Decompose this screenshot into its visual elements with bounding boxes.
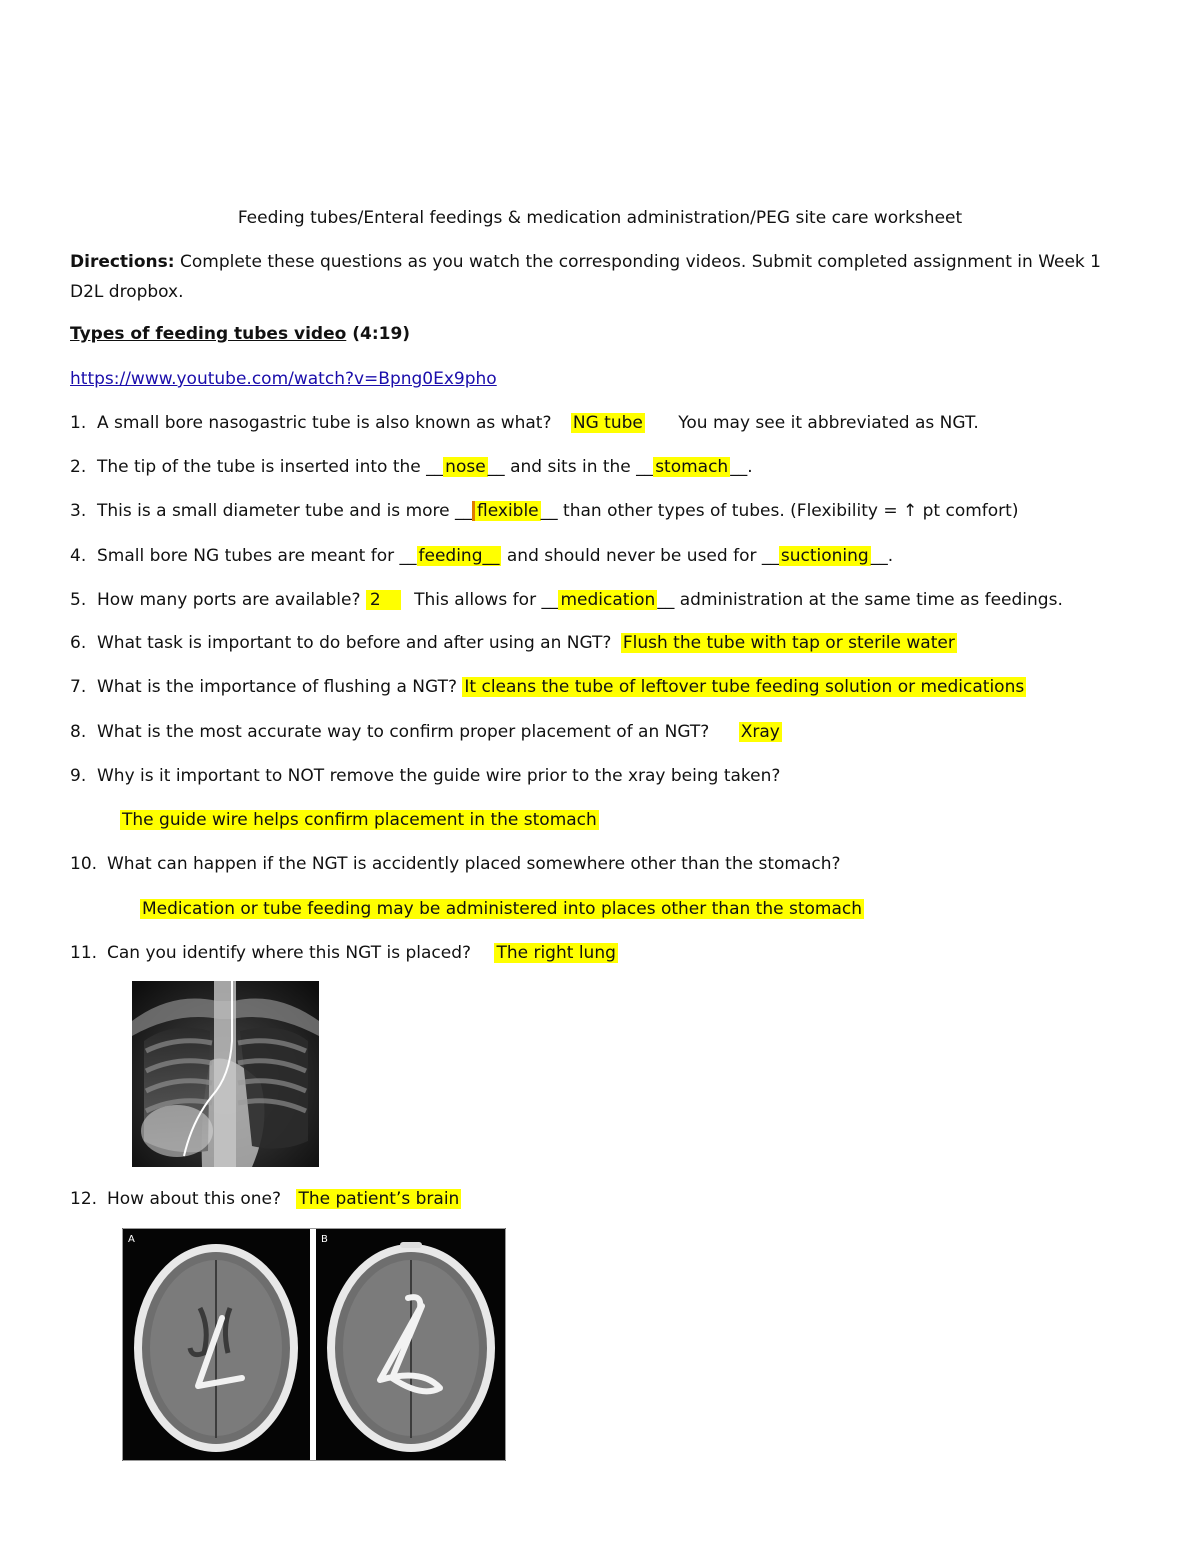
question-text: __ than other types of tubes. (Flexibility = ↑ pt comfort) bbox=[540, 501, 1019, 521]
answer-highlight: It cleans the tube of leftover tube feeding solution or medications bbox=[464, 677, 1025, 697]
answer-highlight: The guide wire helps confirm placement in the stomach bbox=[122, 810, 597, 830]
answer-highlight: medication bbox=[560, 590, 656, 610]
question-number: 10. bbox=[70, 854, 98, 874]
section-heading: Types of feeding tubes video bbox=[70, 324, 347, 344]
question-text: Can you identify where this NGT is placed? bbox=[107, 943, 472, 963]
question-10 bbox=[70, 853, 841, 875]
question-text: How about this one? bbox=[107, 1189, 282, 1209]
question-text: What task is important to do before and after using an NGT? bbox=[97, 633, 612, 653]
question-text: What is the importance of flushing a NGT? bbox=[97, 677, 457, 697]
question-text: __ and sits in the __ bbox=[487, 457, 654, 477]
question-text: The tip of the tube is inserted into the __ bbox=[97, 457, 444, 477]
answer-10 bbox=[140, 898, 864, 920]
question-text: A small bore nasogastric tube is also known as what? bbox=[97, 413, 552, 433]
answer-9 bbox=[120, 809, 599, 831]
question-text: This is a small diameter tube and is more __ bbox=[97, 501, 473, 521]
question-number: 12. bbox=[70, 1189, 98, 1209]
directions-text: Complete these questions as you watch the corresponding videos. Submit completed assignment in Week 1 bbox=[180, 252, 1101, 272]
question-5 bbox=[70, 589, 1063, 611]
answer-highlight: Flush the tube with tap or sterile water bbox=[622, 633, 955, 653]
question-number: 5. bbox=[70, 590, 87, 610]
question-text: __. bbox=[730, 457, 753, 477]
question-text: How many ports are available? bbox=[97, 590, 361, 610]
chest-xray-image bbox=[132, 981, 319, 1167]
question-text: __ administration at the same time as feedings. bbox=[657, 590, 1063, 610]
question-3 bbox=[70, 500, 1018, 522]
question-number: 4. bbox=[70, 546, 87, 566]
question-8 bbox=[70, 721, 782, 743]
question-number: 1. bbox=[70, 413, 87, 433]
question-note: You may see it abbreviated as NGT. bbox=[678, 413, 979, 433]
question-text: What can happen if the NGT is accidently placed somewhere other than the stomach? bbox=[107, 854, 841, 874]
answer-highlight: feeding__ bbox=[418, 546, 500, 566]
section-heading-line bbox=[70, 323, 410, 345]
question-text: Why is it important to NOT remove the guide wire prior to the xray being taken? bbox=[97, 766, 781, 786]
answer-highlight: 2 bbox=[366, 590, 401, 610]
question-number: 2. bbox=[70, 457, 87, 477]
question-12 bbox=[70, 1188, 461, 1210]
question-number: 9. bbox=[70, 766, 87, 786]
answer-highlight: NG tube bbox=[572, 413, 643, 433]
question-2 bbox=[70, 456, 753, 478]
question-text: This allows for __ bbox=[414, 590, 559, 610]
answer-highlight: nose bbox=[445, 457, 486, 477]
directions-line-2: D2L dropbox. bbox=[70, 282, 184, 302]
question-number: 3. bbox=[70, 501, 87, 521]
question-9 bbox=[70, 765, 780, 787]
brain-ct-image bbox=[122, 1228, 506, 1461]
answer-highlight: flexible bbox=[472, 501, 541, 521]
ct-label-right: B bbox=[321, 1234, 328, 1245]
page-title: Feeding tubes/Enteral feedings & medication administration/PEG site care worksheet bbox=[237, 208, 963, 228]
question-4 bbox=[70, 545, 893, 567]
question-text: __. bbox=[870, 546, 894, 566]
question-11 bbox=[70, 942, 618, 964]
section-duration: (4:19) bbox=[352, 324, 411, 344]
question-7 bbox=[70, 676, 1026, 698]
answer-highlight: Xray bbox=[740, 722, 780, 742]
question-number: 8. bbox=[70, 722, 87, 742]
answer-highlight: The patient’s brain bbox=[298, 1189, 460, 1209]
question-number: 6. bbox=[70, 633, 87, 653]
directions-label: Directions: bbox=[70, 252, 175, 272]
question-number: 11. bbox=[70, 943, 98, 963]
question-number: 7. bbox=[70, 677, 87, 697]
question-text: and should never be used for __ bbox=[501, 546, 779, 566]
video-link[interactable]: https://www.youtube.com/watch?v=Bpng0Ex9pho bbox=[70, 369, 497, 389]
video-link-line bbox=[70, 368, 497, 390]
answer-highlight: suctioning bbox=[780, 546, 869, 566]
question-text: What is the most accurate way to confirm proper placement of an NGT? bbox=[97, 722, 710, 742]
question-text: Small bore NG tubes are meant for __ bbox=[97, 546, 417, 566]
answer-highlight: The right lung bbox=[496, 943, 616, 963]
answer-highlight: stomach bbox=[655, 457, 729, 477]
answer-highlight: Medication or tube feeding may be administered into places other than the stomach bbox=[142, 899, 863, 919]
question-1 bbox=[70, 412, 979, 434]
ct-label-left: A bbox=[128, 1234, 135, 1245]
directions-line-1 bbox=[70, 251, 1101, 273]
question-6 bbox=[70, 632, 957, 654]
